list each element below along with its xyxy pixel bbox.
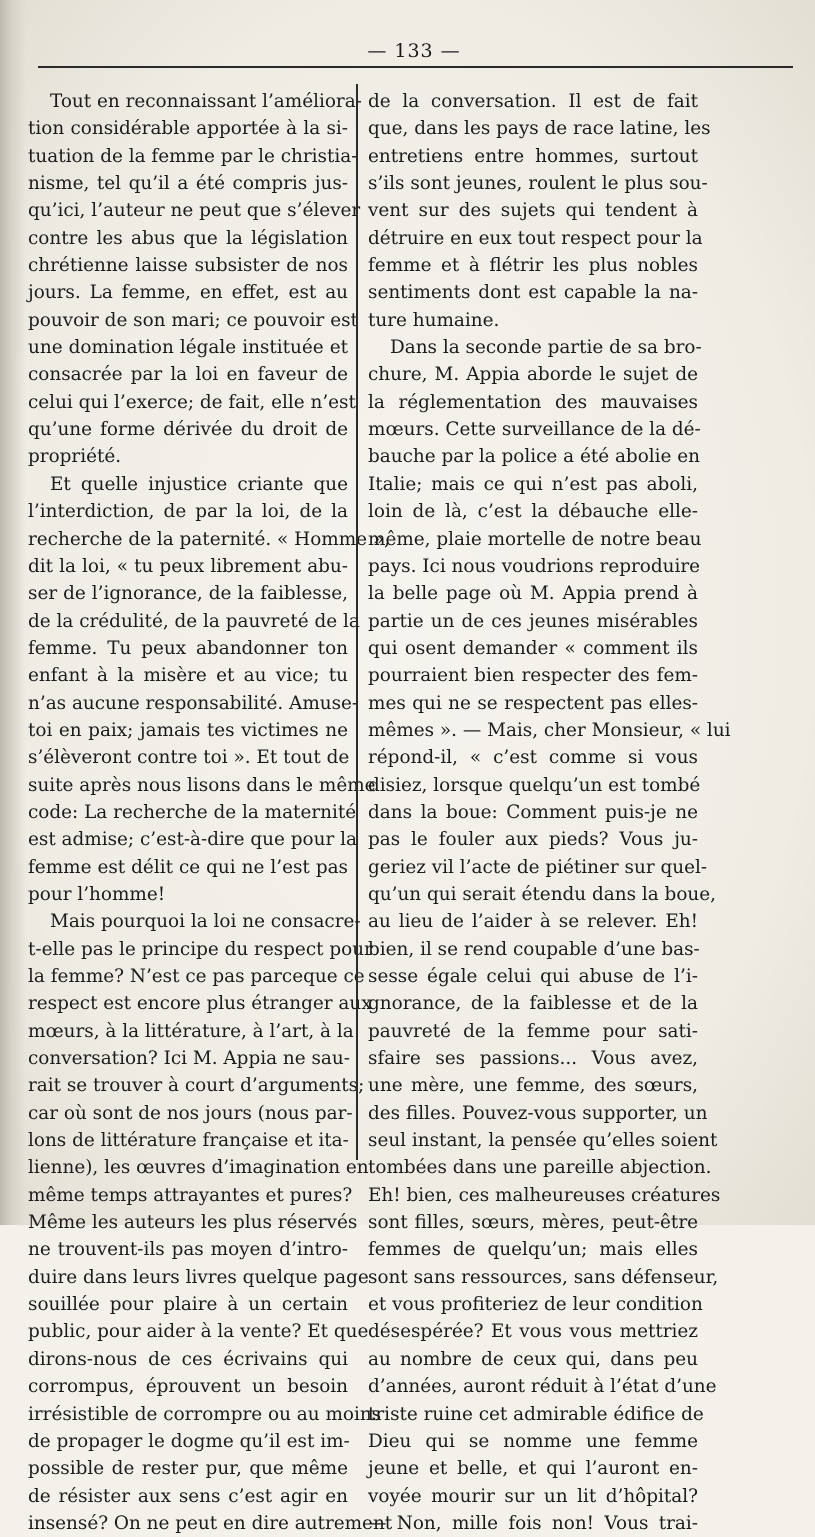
text-line: mœurs. Cette surveillance de la dé-	[368, 419, 701, 441]
text-line: enfant à la misère et au vice; tu	[28, 665, 348, 687]
left-column	[28, 88, 393, 1537]
text-line: possible de rester pur, que même	[28, 1458, 348, 1480]
text-line: dans la boue: Comment puis-je ne	[368, 801, 698, 823]
text-line: au nombre de ceux qui, dans peu	[368, 1348, 698, 1370]
text-line: suite après nous lisons dans le même	[28, 774, 376, 796]
text-line: femme. Tu peux abandonner ton	[28, 637, 348, 659]
text-line: mes qui ne se respectent pas elles-	[368, 692, 698, 714]
text-line: la réglementation des mauvaises	[368, 391, 698, 413]
text-line: qu’un qui serait étendu dans la boue,	[368, 883, 716, 905]
text-line: loin de là, c’est la débauche elle-	[368, 501, 698, 523]
text-line: répond-il, « c’est comme si vous	[368, 747, 698, 769]
text-line: même temps attrayantes et pures?	[28, 1184, 353, 1206]
text-line: l’interdiction, de par la loi, de la	[28, 501, 348, 523]
text-line: tombées dans une pareille abjection.	[368, 1157, 712, 1179]
text-line: geriez vil l’acte de piétiner sur quel-	[368, 856, 708, 878]
text-line: recherche de la paternité. « Homme »,	[28, 528, 390, 550]
text-line: une mère, une femme, des sœurs,	[368, 1075, 698, 1097]
text-line: vent sur des sujets qui tendent à	[368, 200, 698, 222]
text-line: contre les abus que la législation	[28, 227, 348, 249]
text-line: au lieu de l’aider à se relever. Eh!	[368, 911, 698, 933]
text-line: jours. La femme, en effet, est au	[28, 282, 348, 304]
text-line: code: La recherche de la maternité	[28, 801, 357, 823]
text-line: consacrée par la loi en faveur de	[28, 364, 348, 386]
text-line: de propager le dogme qu’il est im-	[28, 1430, 350, 1452]
text-line: corrompus, éprouvent un besoin	[28, 1376, 348, 1398]
text-line: insensé? On ne peut en dire autrement	[28, 1512, 393, 1534]
page-number: — 133 —	[367, 40, 461, 62]
text-line: gnorance, de la faiblesse et de la	[368, 993, 698, 1015]
text-line: ne trouvent-ils pas moyen d’intro-	[28, 1239, 348, 1261]
header-rule	[38, 66, 793, 68]
text-line: entretiens entre hommes, surtout	[368, 145, 698, 167]
text-line: qu’ici, l’auteur ne peut que s’élever	[28, 200, 361, 222]
text-line: est admise; c’est-à-dire que pour la	[28, 829, 357, 851]
text-line: Même les auteurs les plus réservés	[28, 1212, 358, 1234]
text-line: bauche par la police a été abolie en	[368, 446, 701, 468]
text-line: chrétienne laisse subsister de nos	[28, 255, 348, 277]
text-line: qu’une forme dérivée du droit de	[28, 419, 348, 441]
text-line: seul instant, la pensée qu’elles soient	[368, 1130, 718, 1152]
text-line: pauvreté de la femme pour sati-	[368, 1020, 698, 1042]
text-line: dit la loi, « tu peux librement abu-	[28, 555, 348, 577]
text-line: nisme, tel qu’il a été compris jus-	[28, 173, 348, 195]
text-line: de résister aux sens c’est agir en	[28, 1485, 348, 1507]
text-line: pas le fouler aux pieds? Vous ju-	[368, 829, 698, 851]
text-line: d’années, auront réduit à l’état d’une	[368, 1376, 717, 1398]
text-line: et vous profiteriez de leur condition	[368, 1294, 703, 1316]
text-line: Et quelle injustice criante que	[50, 473, 348, 495]
page-edge-shadow	[0, 0, 26, 1225]
text-line: Eh! bien, ces malheureuses créatures	[368, 1184, 721, 1206]
text-line: jeune et belle, et qui l’auront en-	[368, 1458, 698, 1480]
text-line: sentiments dont est capable la na-	[368, 282, 698, 304]
text-line: t-elle pas le principe du respect pour	[28, 938, 373, 960]
text-line: mœurs, à la littérature, à l’art, à la	[28, 1020, 354, 1042]
text-line: tion considérable apportée à la si-	[28, 118, 348, 140]
text-line: — Non, mille fois non! Vous trai-	[368, 1512, 698, 1534]
text-line: tuation de la femme par le christia-	[28, 145, 358, 167]
right-column	[368, 88, 731, 1537]
text-line: pourraient bien respecter des fem-	[368, 665, 698, 687]
text-line: femme et à flétrir les plus nobles	[368, 255, 698, 277]
text-line: Tout en reconnaissant l’améliora-	[50, 91, 362, 112]
text-line: rait se trouver à court d’arguments;	[28, 1075, 365, 1097]
text-line: pouvoir de son mari; ce pouvoir est	[28, 309, 358, 331]
text-line: partie un de ces jeunes misérables	[368, 610, 698, 632]
text-line: respect est encore plus étranger aux	[28, 993, 372, 1015]
text-line: sfaire ses passions... Vous avez,	[368, 1048, 698, 1070]
text-line: pour l’homme!	[28, 883, 166, 905]
text-line: ture humaine.	[368, 309, 500, 331]
text-line: sont filles, sœurs, mères, peut-être	[368, 1212, 698, 1234]
text-line: conversation? Ici M. Appia ne sau-	[28, 1048, 350, 1070]
text-line: Italie; mais ce qui n’est pas aboli,	[368, 473, 698, 495]
text-line: lons de littérature française et ita-	[28, 1130, 349, 1152]
text-line: s’élèveront contre toi ». Et tout de	[28, 747, 350, 769]
text-line: sont sans ressources, sans défenseur,	[368, 1266, 719, 1288]
text-line: la belle page où M. Appia prend à	[368, 583, 698, 605]
text-line: une domination légale instituée et	[28, 337, 348, 359]
text-line: la femme? N’est ce pas parceque ce	[28, 966, 365, 987]
text-line: bien, il se rend coupable d’une bas-	[368, 938, 700, 960]
text-line: s’ils sont jeunes, roulent le plus sou-	[368, 173, 708, 195]
text-line: souillée pour plaire à un certain	[28, 1294, 348, 1316]
text-line: de la conversation. Il est de fait	[368, 91, 698, 112]
text-line: duire dans leurs livres quelque page	[28, 1266, 369, 1288]
text-line: n’as aucune responsabilité. Amuse-	[28, 692, 359, 714]
column-divider	[356, 84, 358, 1160]
text-line: Dans la seconde partie de sa bro-	[390, 337, 702, 359]
text-line: femmes de quelqu’un; mais elles	[368, 1239, 698, 1261]
text-line: dirons-nous de ces écrivains qui	[28, 1348, 348, 1370]
text-line: Dieu qui se nomme une femme	[368, 1430, 698, 1452]
text-line: disiez, lorsque quelqu’un est tombé	[368, 774, 701, 796]
text-line: de la crédulité, de la pauvreté de la	[28, 610, 360, 632]
text-line: propriété.	[28, 446, 122, 468]
text-line: voyée mourir sur un lit d’hôpital?	[368, 1485, 698, 1507]
text-line: que, dans les pays de race latine, les	[368, 118, 711, 140]
text-line: qui osent demander « comment ils	[368, 637, 698, 659]
text-line: ser de l’ignorance, de la faiblesse,	[28, 583, 348, 605]
text-line: public, pour aider à la vente? Et que	[28, 1321, 369, 1343]
text-line: mêmes ». — Mais, cher Monsieur, « lui	[368, 719, 731, 741]
text-line: sesse égale celui qui abuse de l’i-	[368, 966, 698, 987]
text-line: détruire en eux tout respect pour la	[368, 227, 703, 249]
text-line: femme est délit ce qui ne l’est pas	[28, 856, 348, 878]
text-line: chure, M. Appia aborde le sujet de	[368, 364, 698, 386]
text-line: désespérée? Et vous vous mettriez	[368, 1321, 698, 1343]
text-line: car où sont de nos jours (nous par-	[28, 1102, 353, 1124]
text-line: triste ruine cet admirable édifice de	[368, 1403, 704, 1425]
text-line: pays. Ici nous voudrions reproduire	[368, 555, 701, 577]
text-line: des filles. Pouvez-vous supporter, un	[368, 1102, 708, 1124]
text-line: Mais pourquoi la loi ne consacre-	[50, 911, 361, 933]
text-line: irrésistible de corrompre ou au moins	[28, 1403, 382, 1425]
text-line: même, plaie mortelle de notre beau	[368, 528, 702, 550]
text-line: lienne), les œuvres d’imagination en	[28, 1157, 369, 1179]
text-line: celui qui l’exerce; de fait, elle n’est	[28, 391, 356, 413]
page-header	[30, 38, 798, 68]
text-line: toi en paix; jamais tes victimes ne	[28, 719, 348, 741]
